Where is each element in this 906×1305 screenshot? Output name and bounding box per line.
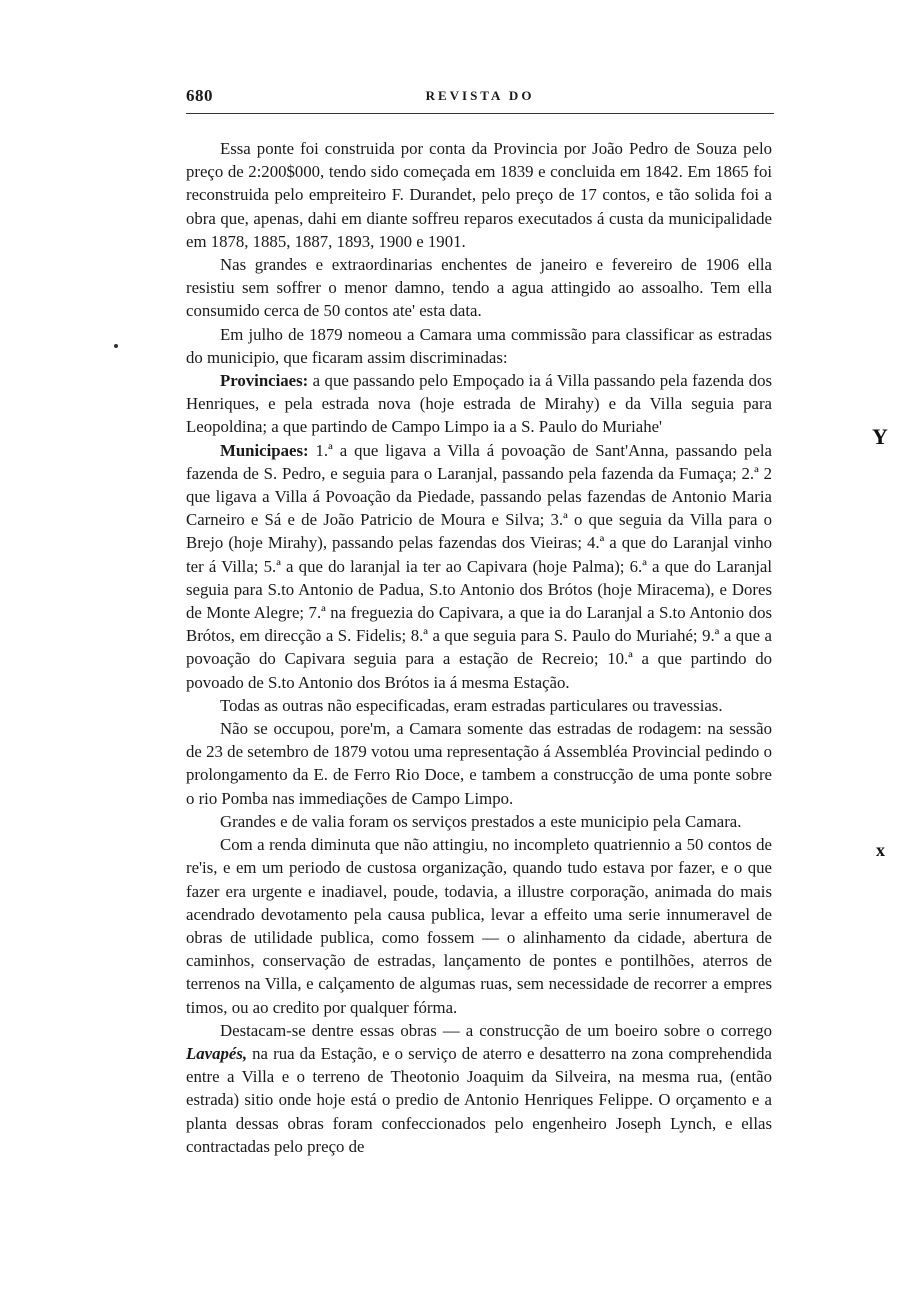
paragraph-railway: Não se occupou, pore'm, a Camara somente das estradas de rodagem: na sessão de 23 de setembro de 1879 votou uma representação á Assembléa Provincial pedindo o prolongamento da E. de Ferro Rio Doce, e tambem a construcção de uma ponte sobre o rio Pomba nas immediações de Campo Limpo. — [186, 719, 772, 808]
paragraph-municipal-roads — [186, 439, 772, 694]
paragraph-revenue: Com a renda diminuta que não attingiu, no incompleto quatriennio a 50 contos de re'is, e em um periodo de custosa organização, quando tudo estava por fazer, e o que fazer era urgente e inadiavel, poude, todavia, a illustre corporação, animada do mais acendrado devotamento pela causa publica, levar a effeito uma serie innumeravel de obras de utilidade publica, como fossem — o alinhamento da cidade, abertura de caminhos, conservação de estradas, lançamento de pontes e pontilhões, aterros de terrenos na Villa, e calçamento de algumas ruas, sem necessidade de recorrer a empres timos, ou ao credito por qualquer fórma. — [186, 835, 772, 1017]
header-rule — [186, 113, 774, 114]
margin-mark-x: x — [876, 840, 885, 860]
page-number: 680 — [186, 86, 213, 105]
margin-mark-y: Y — [872, 424, 888, 449]
body-text — [186, 137, 772, 1158]
paragraph-bridge-history: Essa ponte foi construida por conta da Provincia por João Pedro de Souza pelo preço de 2:200$000, tendo sido começada em 1839 e concluida em 1842. Em 1865 foi reconstruida pelo empreiteiro F. Durandet, pelo preço de 17 contos, e tão solida foi a obra que, apenas, dahi em diante soffreu reparos executados á custa da municipalidade em 1878, 1885, 1887, 1893, 1900 e 1901. — [186, 139, 772, 251]
provincial-roads-text: a que passando pelo Empoçado ia á Villa passando pela fazenda dos Henriques, e pela estrada nova (hoje estrada de Mirahy) e da Villa seguia para Leopoldina; a que partindo de Campo Limpo ia a S. Paulo do Muriahe' — [186, 371, 772, 437]
works-text-before: Destacam-se dentre essas obras — a construcção de um boeiro sobre o corrego — [220, 1020, 772, 1040]
works-emphasis: Lavapés, — [186, 1043, 248, 1063]
provincial-roads-lead: Provinciaes: — [220, 371, 309, 391]
paragraph-services: Grandes e de valia foram os serviços prestados a este municipio pela Camara. — [220, 811, 742, 831]
municipal-roads-text: 1.ª a que ligava a Villa á povoação de Sant'Anna, passando pela fazenda de S. Pedro, e seguia para o Laranjal, passando pela fazenda da Fumaça; 2.ª 2 que ligava a Villa á Povoação da Piedade, passando pelas fazendas de Antonio Maria Carneiro e Sá e de João Patricio de Moura e Silva; 3.ª o que seguia da Villa para o Brejo (hoje Mirahy), passando pelas fazendas dos Vieiras; 4.ª a que do Laranjal vinho ter á Villa; 5.ª a que do laranjal ia ter ao Capivara (hoje Palma); 6.ª a que do Laranjal seguia para S.to Antonio de Padua, S.to Antonio dos Brótos (hoje Miracema), e Dores de Monte Alegre; 7.ª na freguezia do Capivara, a que ia do Laranjal a S.to Antonio dos Brótos, em direcção a S. Fidelis; 8.ª a que seguia para S. Paulo do Muriahé; 9.ª a que a povoação do Capivara seguia para a estação de Recreio; 10.ª a que partindo do povoado de S.to Antonio dos Brótos ia á mesma Estação. — [186, 440, 772, 692]
paragraph-commission: Em julho de 1879 nomeou a Camara uma commissão para classificar as estradas do municipio, que ficaram assim discriminadas: — [186, 324, 772, 367]
paragraph-works — [186, 1019, 772, 1158]
paragraph-private-roads: Todas as outras não especificadas, eram estradas particulares ou travessias. — [220, 695, 723, 715]
municipal-roads-lead: Municipaes: — [220, 440, 309, 460]
paragraph-floods: Nas grandes e extraordinarias enchentes de janeiro e fevereiro de 1906 ella resistiu sem soffrer o menor damno, tendo a agua attingido ao assoalho. Tem ella consumido cerca de 50 contos ate' esta data. — [186, 255, 772, 321]
works-text-after: na rua da Estação, e o serviço de aterro e desatterro na zona comprehendida entre a Villa e o terreno de Theotonio Joaquim da Silveira, na mesma rua, (então estrada) sitio onde hoje está o predio de Antonio Henriques Felippe. O orçamento e a planta dessas obras foram confeccionados pelo engenheiro Joseph Lynch, e ellas contractadas pelo preço de — [186, 1043, 772, 1156]
page-header — [186, 86, 774, 108]
paragraph-provincial-roads — [186, 369, 772, 439]
margin-dot — [114, 344, 118, 348]
running-head: REVISTA DO — [425, 88, 535, 103]
